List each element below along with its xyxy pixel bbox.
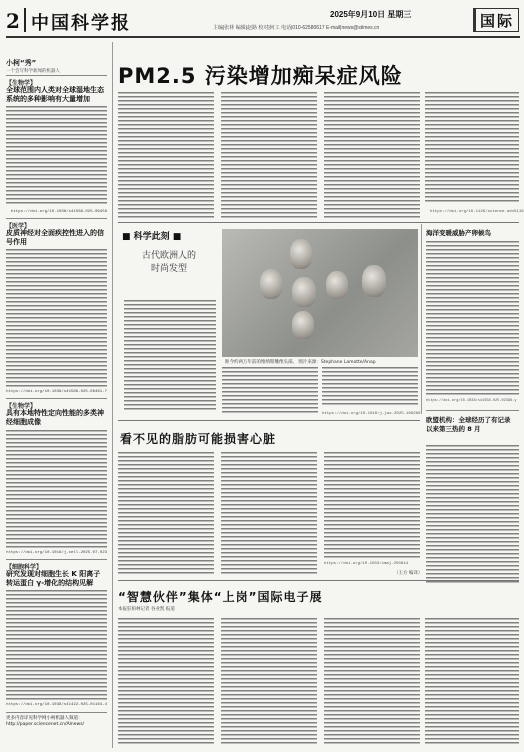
section-divider	[118, 580, 519, 581]
main-story-body	[221, 92, 317, 220]
sidebar-column-tag: 小柯“秀”	[6, 59, 37, 67]
section-divider	[426, 410, 519, 411]
sidebar-item-tag: 【生物学】	[6, 403, 37, 410]
sidebar-item-body	[6, 590, 107, 700]
fat-story-credit: （王方 编译）	[394, 571, 423, 576]
sidebar-item-tag: 【细胞科学】	[6, 564, 43, 571]
sidebar-item-url[interactable]: https://doi.org/10.1038/s41586-025-09458	[10, 210, 107, 214]
main-story-url[interactable]: https://doi.org/10.1126/science.adv5116	[430, 210, 524, 214]
sidebar-item-body	[6, 106, 107, 206]
fat-story-body	[324, 452, 420, 558]
bottom-story-headline: “智慧伙伴”集体“上岗”国际电子展	[118, 590, 323, 604]
sidebar-item-url[interactable]: https://doi.org/10.1038/s41586-025-09461-7	[6, 390, 107, 394]
page-number: 2	[6, 9, 20, 33]
sidebar-divider	[6, 712, 107, 713]
sidebar-divider	[6, 559, 107, 560]
section-divider	[118, 222, 519, 223]
bottom-story-body	[425, 618, 519, 746]
fat-story-body	[118, 452, 214, 576]
column-rule	[421, 224, 422, 414]
feature-title	[124, 250, 214, 276]
main-story-body	[324, 92, 420, 220]
feature-title-line: 古代欧洲人的	[141, 251, 196, 261]
editor-info: 主编|张林 编辑|赵路 校对|何工 电话|010-62580617 E-mail|news@stimes.cn	[213, 25, 380, 31]
fat-story-headline: 看不见的脂肪可能损害心脏	[120, 432, 277, 446]
bottom-story-body	[221, 618, 317, 746]
feature-url[interactable]: https://doi.org/10.1016/j.jas.2025.106290	[322, 412, 421, 416]
photo-caption: 距今约两万年前的维纳斯雕像头部。 图片来源：Stephane Lamotte/Anap	[225, 360, 376, 365]
sidebar-footer[interactable]: 更多内容详见科学网小柯机器人频道：http://paper.sciencenet.cn/AInews/	[6, 716, 85, 727]
fat-story-body	[221, 452, 317, 576]
sidebar-item-headline[interactable]: 研究发现对细胞生长 K 阳离子转运蛋白 γ-增化的结构见解	[6, 570, 101, 587]
sidebar-item-url[interactable]: https://doi.org/10.1016/j.cell.2025.07.023	[6, 551, 107, 555]
figurine-head	[260, 269, 282, 299]
sidebar-item-url[interactable]: https://doi.org/10.1038/s41422-025-01164-4	[6, 703, 107, 707]
section-divider	[118, 420, 420, 421]
bottom-story-body	[324, 618, 420, 746]
sidebar-item-headline[interactable]: 皮质神经对全面疾控性进入的信号作用	[6, 229, 104, 246]
sidebar-divider	[6, 75, 107, 76]
figurine-head	[362, 265, 386, 297]
sidebar-item-body	[6, 430, 107, 548]
paper-name: 中国科学报	[31, 13, 131, 34]
figurine-head	[292, 277, 316, 307]
sidebar-divider	[6, 218, 107, 219]
sidebar-divider	[6, 398, 107, 399]
feature-body	[322, 367, 418, 407]
figurine-head	[292, 311, 314, 339]
right-story-headline: 海洋变暖威胁产卵候鸟	[426, 229, 491, 237]
feature-photo	[222, 229, 418, 357]
main-headline: PM2.5 污染增加痴呆症风险	[118, 64, 403, 88]
sidebar-item-body	[6, 249, 107, 387]
bottom-story-byline: 本报驻柏林记者 谷业凯 报道	[118, 607, 175, 612]
masthead-rule	[6, 36, 520, 38]
right-story-headline: 欧盟机构：全球经历了有记录以来第三热的 8 月	[426, 416, 511, 433]
feature-body	[124, 300, 216, 412]
feature-body	[222, 367, 318, 413]
sidebar-item-tag: 【生物学】	[6, 80, 37, 87]
main-story-body	[118, 92, 214, 220]
feature-box-title: ■ 科学此刻 ■	[122, 232, 182, 242]
fat-story-url[interactable]: https://doi.org/10.1503/cmaj.250614	[324, 562, 409, 566]
feature-title-line: 时尚发型	[150, 264, 187, 274]
figurine-head	[290, 239, 312, 269]
main-story-body	[425, 92, 519, 204]
sidebar	[6, 58, 107, 748]
sidebar-item-headline[interactable]: 具有本地特性定向性能的多类神经细胞成像	[6, 409, 104, 426]
masthead-divider	[24, 8, 26, 32]
section-label: 国际	[473, 8, 519, 32]
date-line: 2025年9月10日 星期三	[330, 10, 412, 19]
sidebar-column-rule	[112, 42, 113, 748]
sidebar-item-tag: 【医学】	[6, 223, 31, 230]
sidebar-item-headline[interactable]: 全球范围内人类对全球湿地生态系统的多种影响有大量增加	[6, 86, 104, 103]
figurine-head	[326, 271, 348, 299]
right-story-body	[426, 241, 519, 395]
right-story-body	[426, 445, 519, 585]
bottom-story-body	[118, 618, 214, 746]
sidebar-column-subtitle: 一个会写科学新闻的机器人	[6, 69, 60, 74]
right-story-url[interactable]: https://doi.org/10.1038/s41558-025-02398-y	[426, 399, 517, 403]
